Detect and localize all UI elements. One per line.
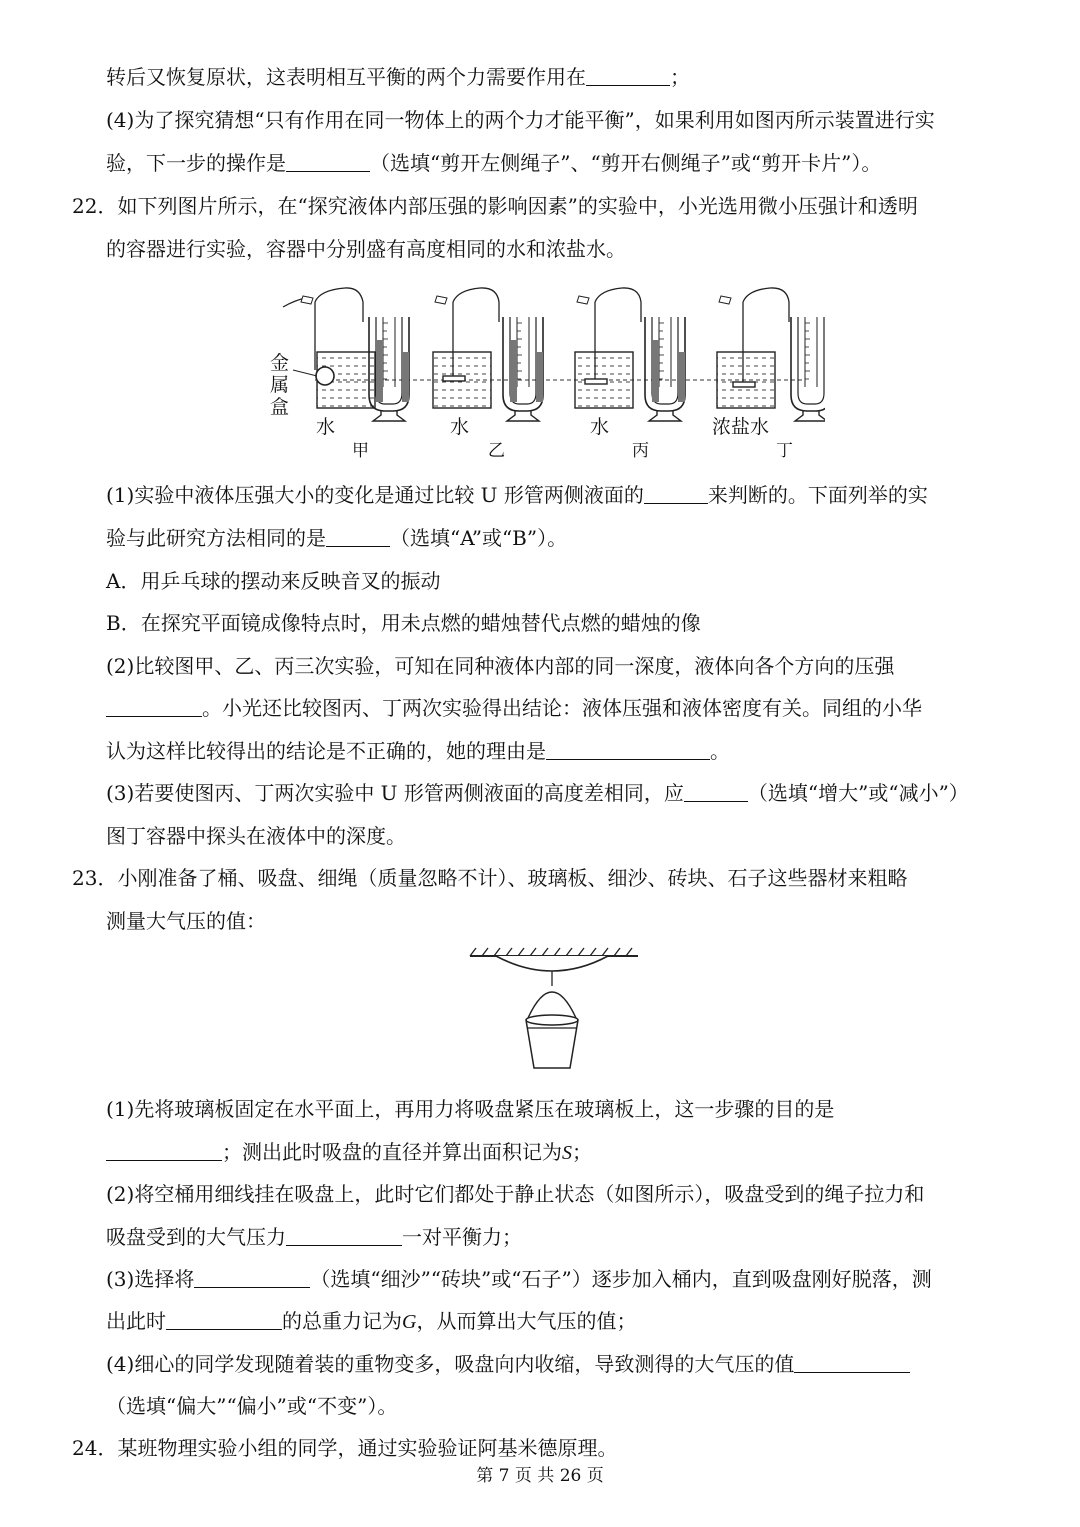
- panel-label-yi: 乙: [488, 441, 505, 461]
- answer-blank[interactable]: [326, 526, 390, 547]
- text: (3)若要使图丙、丁两次实验中 U 形管两侧液面的高度差相同，应: [106, 781, 684, 805]
- text: 出此时: [106, 1309, 166, 1333]
- panel-label-jia: 甲: [352, 441, 369, 461]
- answer-blank[interactable]: [794, 1352, 910, 1373]
- text: 的总重力记为: [282, 1309, 402, 1333]
- text: ；: [572, 1140, 592, 1164]
- text-line: (2)将空桶用细线挂在吸盘上，此时它们都处于静止状态（如图所示），吸盘受到的绳子拉力和: [106, 1182, 925, 1206]
- answer-blank[interactable]: [586, 65, 670, 86]
- text-line: [106, 1223, 522, 1251]
- text-line: [106, 524, 567, 552]
- option-b: B．在探究平面镜成像特点时，用未点燃的蜡烛替代点燃的蜡烛的像: [106, 611, 701, 635]
- text: （选填“剪开左侧绳子”、“剪开右侧绳子”或“剪开卡片”）。: [370, 151, 882, 175]
- manometer-figure: [265, 282, 825, 472]
- panel-ding: [717, 288, 825, 421]
- text-line: 测量大气压的值：: [106, 909, 266, 933]
- panel-bing: [575, 288, 685, 421]
- text-line: [106, 737, 730, 765]
- panel-yi: [433, 288, 543, 421]
- text: 验，下一步的操作是: [106, 151, 286, 175]
- text: ；: [670, 65, 690, 89]
- variable-g: G: [402, 1311, 417, 1333]
- text: 来判断的。下面列举的实: [707, 483, 928, 507]
- liquid-label-ding: 浓盐水: [712, 416, 770, 438]
- panel-label-bing: 丙: [632, 441, 649, 461]
- text: ；测出此时吸盘的直径并算出面积记为: [222, 1140, 562, 1164]
- text-line: [106, 1265, 932, 1293]
- text: 吸盘受到的大气压力: [106, 1225, 286, 1249]
- text-line: [106, 779, 969, 807]
- answer-blank[interactable]: [644, 483, 708, 504]
- suction-cup-figure: [466, 946, 642, 1078]
- text-line: 图丁容器中探头在液体中的深度。: [106, 824, 406, 848]
- text-line: [106, 694, 922, 722]
- text: (3)选择将: [106, 1267, 195, 1291]
- liquid-label-bing: 水: [590, 416, 610, 438]
- answer-blank[interactable]: [106, 696, 202, 717]
- page-footer: 第 7 页 共 26 页: [476, 1466, 604, 1486]
- text: （选填“增大”或“减小”）: [747, 781, 969, 805]
- text: 。小光还比较图丙、丁两次实验得出结论：液体压强和液体密度有关。同组的小华: [202, 696, 922, 720]
- answer-blank[interactable]: [106, 1140, 222, 1161]
- text-line: （选填“偏大”“偏小”或“不变”）。: [106, 1394, 398, 1418]
- text: (4)细心的同学发现随着装的重物变多，吸盘向内收缩，导致测得的大气压的值: [106, 1352, 795, 1376]
- question-24: 24．某班物理实验小组的同学，通过实验验证阿基米德原理。: [72, 1436, 618, 1460]
- answer-blank[interactable]: [286, 151, 370, 172]
- text: （选填“细沙”“砖块”或“石子”）逐步加入桶内，直到吸盘刚好脱落，测: [310, 1267, 932, 1291]
- answer-blank[interactable]: [166, 1309, 282, 1330]
- question-22: 22．如下列图片所示，在“探究液体内部压强的影响因素”的实验中，小光选用微小压强计和透明: [72, 194, 918, 218]
- text-line: [106, 1307, 636, 1336]
- answer-blank[interactable]: [546, 739, 710, 760]
- text: (1)实验中液体压强大小的变化是通过比较 U 形管两侧液面的: [106, 483, 644, 507]
- text-line: [106, 149, 881, 177]
- option-a: A．用乒乓球的摆动来反映音叉的振动: [106, 569, 441, 593]
- text-line: [106, 1138, 592, 1167]
- text-line: 的容器进行实验，容器中分别盛有高度相同的水和浓盐水。: [106, 237, 626, 261]
- metal-box-label: 金属盒: [270, 352, 290, 418]
- text: （选填“A”或“B”）。: [390, 526, 568, 550]
- text-line: [106, 1350, 910, 1378]
- text: 认为这样比较得出的结论是不正确的，她的理由是: [106, 739, 546, 763]
- answer-blank[interactable]: [286, 1225, 402, 1246]
- liquid-label-jia: 水: [316, 416, 336, 438]
- panel-jia: [283, 288, 409, 421]
- answer-blank[interactable]: [684, 781, 748, 802]
- answer-blank[interactable]: [194, 1267, 310, 1288]
- text-line: [106, 63, 690, 91]
- text: 一对平衡力；: [402, 1225, 522, 1249]
- text-line: (4)为了探究猜想“只有作用在同一物体上的两个力才能平衡”，如果利用如图丙所示装置进行实: [106, 108, 935, 132]
- panel-label-ding: 丁: [776, 441, 793, 461]
- text: 验与此研究方法相同的是: [106, 526, 326, 550]
- text: ，从而算出大气压的值；: [416, 1309, 637, 1333]
- text: 转后又恢复原状，这表明相互平衡的两个力需要作用在: [106, 65, 586, 89]
- text-line: [106, 481, 928, 509]
- liquid-label-yi: 水: [450, 416, 470, 438]
- text: 。: [710, 739, 730, 763]
- variable-s: S: [562, 1142, 572, 1164]
- text-line: (1)先将玻璃板固定在水平面上，再用力将吸盘紧压在玻璃板上，这一步骤的目的是: [106, 1097, 835, 1121]
- text-line: (2)比较图甲、乙、丙三次实验，可知在同种液体内部的同一深度，液体向各个方向的压强: [106, 654, 895, 678]
- question-23: 23．小刚准备了桶、吸盘、细绳（质量忽略不计）、玻璃板、细沙、砖块、石子这些器材来粗略: [72, 866, 908, 890]
